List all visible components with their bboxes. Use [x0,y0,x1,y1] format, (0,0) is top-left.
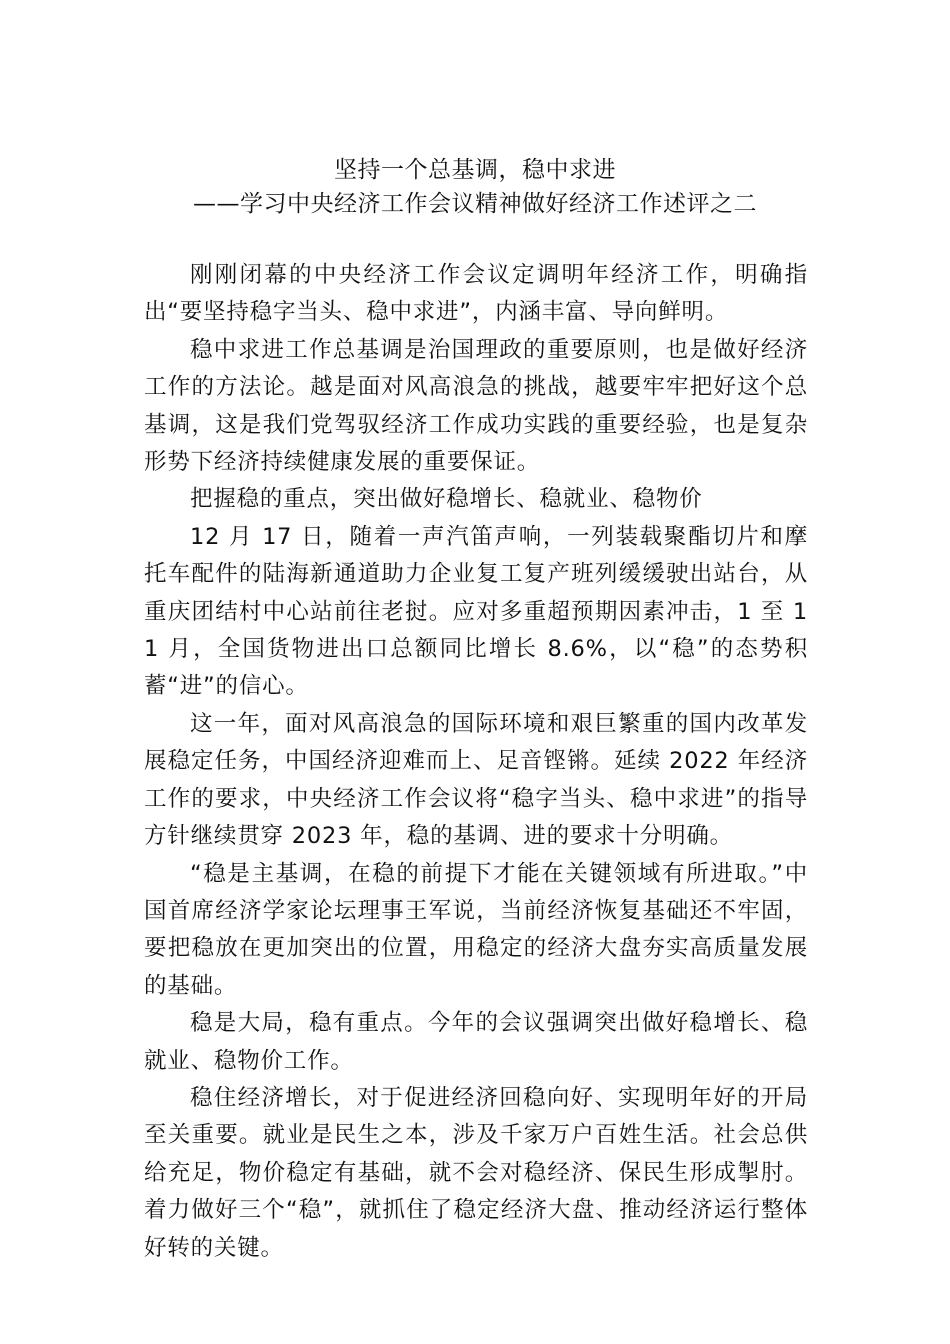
section-heading: 把握稳的重点，突出做好稳增长、稳就业、稳物价 [190,486,703,513]
paragraph: 这一年，面对风高浪急的国际环境和艰巨繁重的国内改革发展稳定任务，中国经济迎难而上、足音铿锵。延续 2022 年经济工作的要求，中央经济工作会议将“稳字当头、稳中求进”的指导方针继续贯穿 2023 年，稳的基调、进的要求十分明确。 [144,710,808,850]
document-subtitle: ——学习中央经济工作会议精神做好经济工作述评之二 [193,191,757,217]
paragraph: 稳住经济增长，对于促进经济回稳向好、实现明年好的开局至关重要。就业是民生之本，涉及千家万户百姓生活。社会总供给充足，物价稳定有基础，就不会对稳经济、保民生形成掣肘。着力做好三个“稳”，就抓住了稳定经济大盘、推动经济运行整体好转的关键。 [144,1084,808,1261]
paragraph: 刚刚闭幕的中央经济工作会议定调明年经济工作，明确指出“要坚持稳字当头、稳中求进”，内涵丰富、导向鲜明。 [144,262,808,326]
document-title: 坚持一个总基调，稳中求进 [334,157,616,183]
paragraph: 稳是大局，稳有重点。今年的会议强调突出做好稳增长、稳就业、稳物价工作。 [144,1010,808,1074]
paragraph: 稳中求进工作总基调是治国理政的重要原则，也是做好经济工作的方法论。越是面对风高浪急的挑战，越要牢牢把好这个总基调，这是我们党驾驭经济工作成功实践的重要经验，也是复杂形势下经济持续健康发展的重要保证。 [144,336,808,476]
document-body [144,257,808,1267]
paragraph: 12 月 17 日，随着一声汽笛声响，一列装载聚酯切片和摩托车配件的陆海新通道助力企业复工复产班列缓缓驶出站台，从重庆团结村中心站前往老挝。应对多重超预期因素冲击，1 至 11 月，全国货物进出口总额同比增长 8.6%，以“稳”的态势积蓄“进”的信心。 [144,523,808,700]
paragraph: “稳是主基调，在稳的前提下才能在关键领域有所进取。”中国首席经济学家论坛理事王军说，当前经济恢复基础还不牢固，要把稳放在更加突出的位置，用稳定的经济大盘夯实高质量发展的基础。 [144,860,808,999]
